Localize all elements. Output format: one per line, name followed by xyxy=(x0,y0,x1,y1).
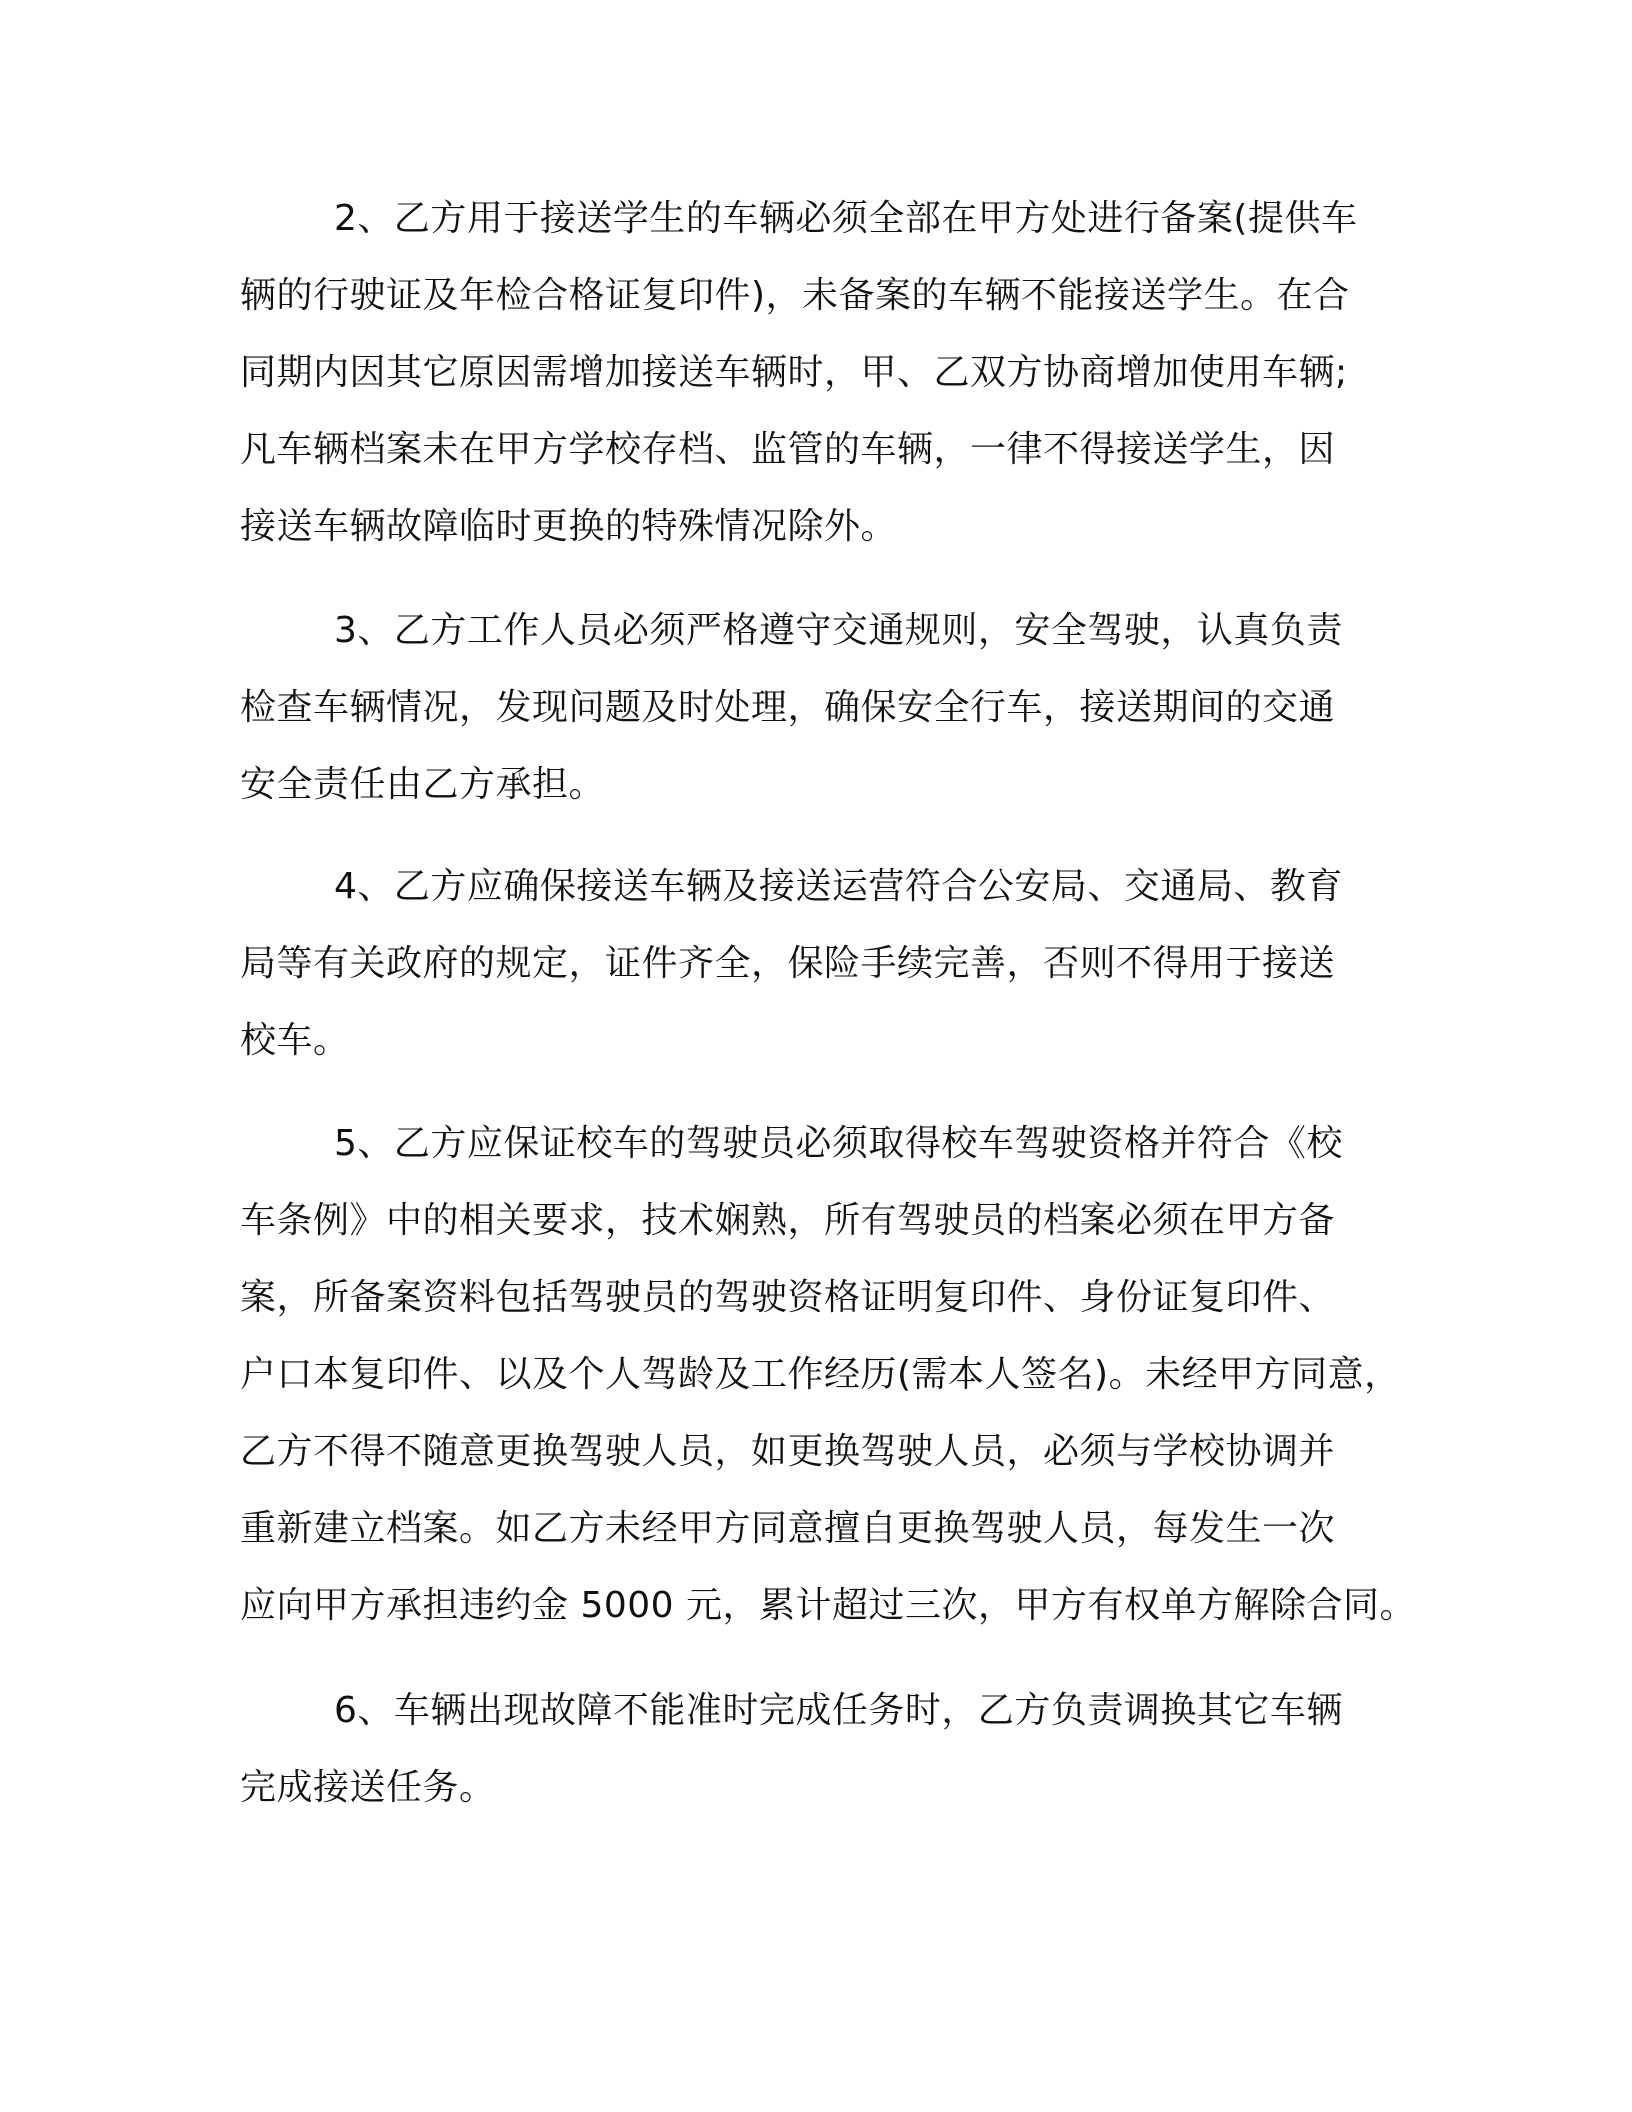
clause-4-paragraph xyxy=(240,848,1400,1079)
paragraph-line: 6、车辆出现故障不能准时完成任务时，乙方负责调换其它车辆 xyxy=(334,1690,1343,1731)
clause-6-paragraph xyxy=(240,1672,1400,1826)
paragraph-line: 同期内因其它原因需增加接送车辆时，甲、乙双方协商增加使用车辆; xyxy=(240,352,1348,393)
paragraph-line: 户口本复印件、以及个人驾龄及工作经历(需本人签名)。未经甲方同意， xyxy=(240,1354,1401,1395)
paragraph-line: 重新建立档案。如乙方未经甲方同意擅自更换驾驶人员，每发生一次 xyxy=(240,1508,1336,1549)
paragraph-line: 应向甲方承担违约金 5000 元，累计超过三次，甲方有权单方解除合同。 xyxy=(240,1585,1417,1626)
paragraph-line: 完成接送任务。 xyxy=(240,1767,496,1808)
paragraph-line: 3、乙方工作人员必须严格遵守交通规则，安全驾驶，认真负责 xyxy=(334,610,1343,651)
paragraph-line: 接送车辆故障临时更换的特殊情况除外。 xyxy=(240,506,898,547)
paragraph-line: 辆的行驶证及年检合格证复印件)，未备案的车辆不能接送学生。在合 xyxy=(240,275,1350,316)
paragraph-line: 车条例》中的相关要求，技术娴熟，所有驾驶员的档案必须在甲方备 xyxy=(240,1200,1336,1241)
paragraph-line: 局等有关政府的规定，证件齐全，保险手续完善，否则不得用于接送 xyxy=(240,943,1336,984)
paragraph-line: 检查车辆情况，发现问题及时处理，确保安全行车，接送期间的交通 xyxy=(240,687,1336,728)
paragraph-line: 乙方不得不随意更换驾驶人员，如更换驾驶人员，必须与学校协调并 xyxy=(240,1431,1336,1472)
clause-3-paragraph xyxy=(240,592,1400,823)
paragraph-line: 凡车辆档案未在甲方学校存档、监管的车辆，一律不得接送学生，因 xyxy=(240,429,1336,470)
paragraph-line: 5、乙方应保证校车的驾驶员必须取得校车驾驶资格并符合《校 xyxy=(334,1123,1343,1164)
paragraph-line: 校车。 xyxy=(240,1020,350,1061)
clause-5-paragraph xyxy=(240,1105,1417,1644)
paragraph-line: 4、乙方应确保接送车辆及接送运营符合公安局、交通局、教育 xyxy=(334,866,1343,907)
paragraph-line: 案，所备案资料包括驾驶员的驾驶资格证明复印件、身份证复印件、 xyxy=(240,1277,1336,1318)
paragraph-line: 2、乙方用于接送学生的车辆必须全部在甲方处进行备案(提供车 xyxy=(334,198,1358,239)
clause-2-paragraph xyxy=(240,180,1400,565)
paragraph-line: 安全责任由乙方承担。 xyxy=(240,764,606,805)
